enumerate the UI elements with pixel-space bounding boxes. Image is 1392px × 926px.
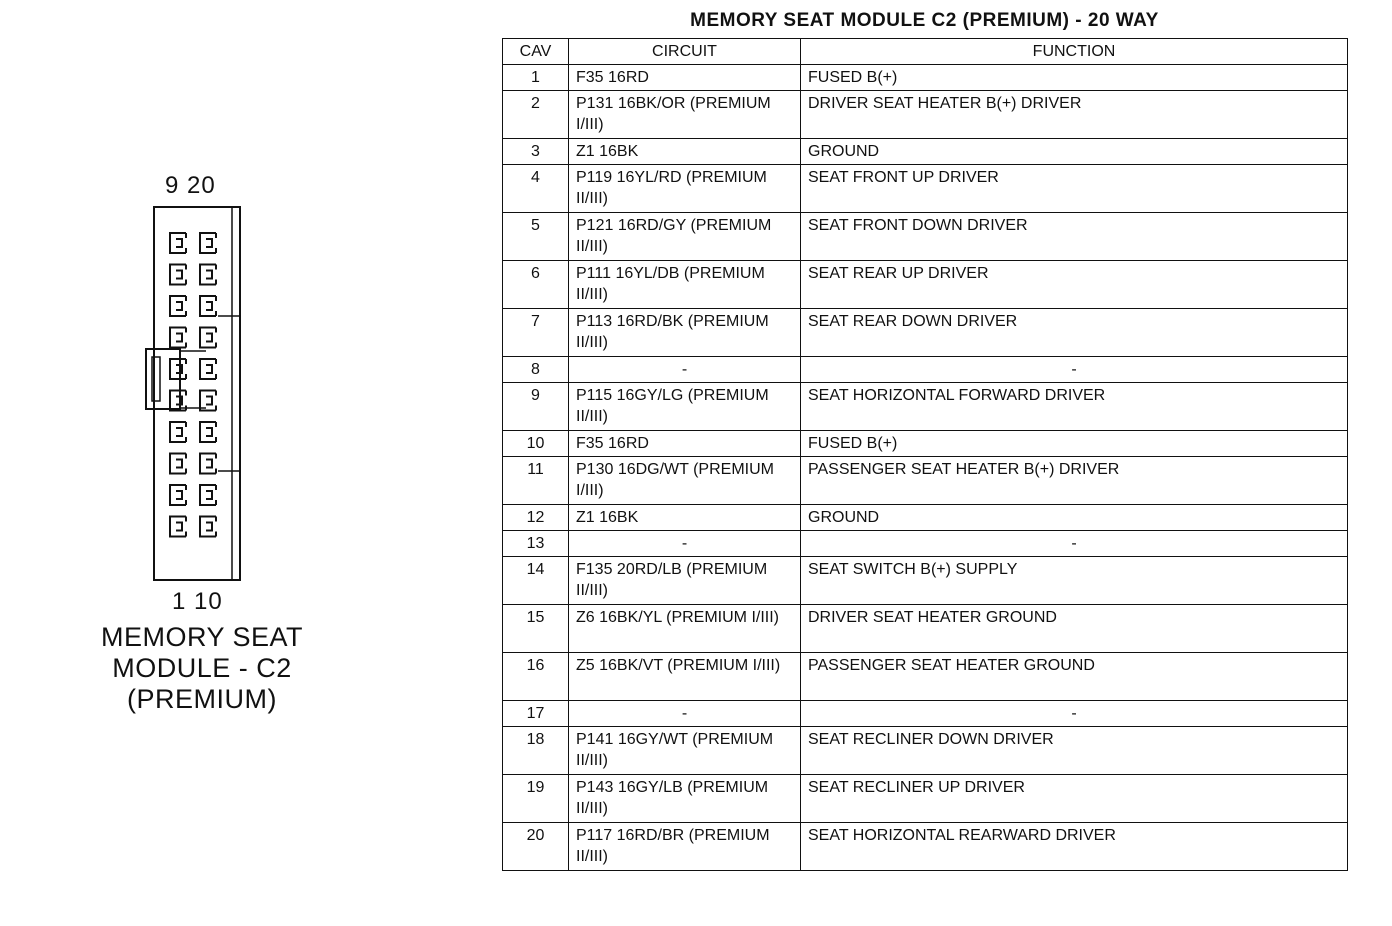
table-row xyxy=(503,165,1348,213)
header-circuit: CIRCUIT xyxy=(569,39,801,65)
pin-cavity xyxy=(200,422,216,442)
cell-function: PASSENGER SEAT HEATER GROUND xyxy=(801,653,1348,701)
cell-circuit: Z6 16BK/YL (PREMIUM I/III) xyxy=(569,605,801,653)
cell-circuit: - xyxy=(569,531,801,557)
cell-circuit: P115 16GY/LG (PREMIUM II/III) xyxy=(569,383,801,431)
cell-function: SEAT REAR DOWN DRIVER xyxy=(801,309,1348,357)
cell-circuit: P141 16GY/WT (PREMIUM II/III) xyxy=(569,727,801,775)
table-title: MEMORY SEAT MODULE C2 (PREMIUM) - 20 WAY xyxy=(690,10,1159,31)
pin-cavity xyxy=(200,517,216,537)
cell-function: FUSED B(+) xyxy=(801,431,1348,457)
pin-cavity xyxy=(200,233,216,253)
cell-cav: 12 xyxy=(503,505,569,531)
table-row xyxy=(503,727,1348,775)
pin-cavity xyxy=(170,296,186,316)
cell-circuit: F35 16RD xyxy=(569,431,801,457)
table-row xyxy=(503,431,1348,457)
cell-cav: 14 xyxy=(503,557,569,605)
caption-line: MODULE - C2 xyxy=(112,653,292,683)
cell-function: DRIVER SEAT HEATER B(+) DRIVER xyxy=(801,91,1348,139)
cell-cav: 20 xyxy=(503,823,569,871)
cell-function: SEAT REAR UP DRIVER xyxy=(801,261,1348,309)
pin-cavity xyxy=(200,328,216,348)
table-row xyxy=(503,309,1348,357)
pin-cavity xyxy=(170,233,186,253)
table-row xyxy=(503,261,1348,309)
cell-circuit: F135 20RD/LB (PREMIUM II/III) xyxy=(569,557,801,605)
cell-function: - xyxy=(801,701,1348,727)
top-pin-numbers: 9 20 xyxy=(165,172,216,199)
table-row xyxy=(503,65,1348,91)
table-row xyxy=(503,823,1348,871)
pin-cavity xyxy=(170,517,186,537)
cell-cav: 19 xyxy=(503,775,569,823)
cell-circuit: P111 16YL/DB (PREMIUM II/III) xyxy=(569,261,801,309)
cell-circuit: P121 16RD/GY (PREMIUM II/III) xyxy=(569,213,801,261)
pin-cavity xyxy=(170,265,186,285)
cell-circuit: F35 16RD xyxy=(569,65,801,91)
cell-function: SEAT HORIZONTAL REARWARD DRIVER xyxy=(801,823,1348,871)
cell-function: SEAT FRONT UP DRIVER xyxy=(801,165,1348,213)
cell-function: GROUND xyxy=(801,139,1348,165)
pin-cavity xyxy=(170,422,186,442)
cell-function: - xyxy=(801,531,1348,557)
cell-cav: 16 xyxy=(503,653,569,701)
bottom-pin-numbers: 1 10 xyxy=(172,588,223,615)
caption-line: MEMORY SEAT xyxy=(100,622,304,652)
table-row xyxy=(503,653,1348,701)
table-row xyxy=(503,701,1348,727)
cell-function: PASSENGER SEAT HEATER B(+) DRIVER xyxy=(801,457,1348,505)
header-function: FUNCTION xyxy=(801,39,1348,65)
cell-function: SEAT RECLINER DOWN DRIVER xyxy=(801,727,1348,775)
cell-circuit: P117 16RD/BR (PREMIUM II/III) xyxy=(569,823,801,871)
cell-cav: 3 xyxy=(503,139,569,165)
table-row xyxy=(503,505,1348,531)
pin-cavity xyxy=(170,328,186,348)
cell-circuit: - xyxy=(569,357,801,383)
cell-function: SEAT RECLINER UP DRIVER xyxy=(801,775,1348,823)
cell-function: DRIVER SEAT HEATER GROUND xyxy=(801,605,1348,653)
pin-cavity xyxy=(200,359,216,379)
cell-cav: 5 xyxy=(503,213,569,261)
pin-cavity xyxy=(200,485,216,505)
cell-cav: 17 xyxy=(503,701,569,727)
table-row xyxy=(503,383,1348,431)
cell-circuit: P131 16BK/OR (PREMIUM I/III) xyxy=(569,91,801,139)
cell-circuit: - xyxy=(569,701,801,727)
cell-circuit: P119 16YL/RD (PREMIUM II/III) xyxy=(569,165,801,213)
cell-circuit: P130 16DG/WT (PREMIUM I/III) xyxy=(569,457,801,505)
cell-circuit: Z1 16BK xyxy=(569,139,801,165)
cell-cav: 18 xyxy=(503,727,569,775)
table-row xyxy=(503,457,1348,505)
table-row xyxy=(503,139,1348,165)
cell-cav: 10 xyxy=(503,431,569,457)
pin-cavity xyxy=(170,454,186,474)
pin-cavity xyxy=(200,296,216,316)
cell-cav: 7 xyxy=(503,309,569,357)
cell-circuit: P143 16GY/LB (PREMIUM II/III) xyxy=(569,775,801,823)
connector-caption xyxy=(82,622,322,715)
cell-function: SEAT FRONT DOWN DRIVER xyxy=(801,213,1348,261)
cell-circuit: P113 16RD/BK (PREMIUM II/III) xyxy=(569,309,801,357)
pin-cavity xyxy=(200,454,216,474)
table-row xyxy=(503,91,1348,139)
cell-cav: 4 xyxy=(503,165,569,213)
pin-cavity xyxy=(200,265,216,285)
cell-function: SEAT HORIZONTAL FORWARD DRIVER xyxy=(801,383,1348,431)
cell-cav: 13 xyxy=(503,531,569,557)
cell-circuit: Z1 16BK xyxy=(569,505,801,531)
cell-function: SEAT SWITCH B(+) SUPPLY xyxy=(801,557,1348,605)
table-header-row xyxy=(503,39,1348,65)
cell-circuit: Z5 16BK/VT (PREMIUM I/III) xyxy=(569,653,801,701)
table-row xyxy=(503,531,1348,557)
table-row xyxy=(503,605,1348,653)
cell-cav: 11 xyxy=(503,457,569,505)
pinout-table xyxy=(502,38,1348,871)
cell-cav: 15 xyxy=(503,605,569,653)
pin-cavity xyxy=(170,485,186,505)
cell-cav: 1 xyxy=(503,65,569,91)
table-row xyxy=(503,213,1348,261)
cell-function: GROUND xyxy=(801,505,1348,531)
table-row xyxy=(503,775,1348,823)
table-row xyxy=(503,557,1348,605)
cell-cav: 9 xyxy=(503,383,569,431)
connector-c2-drawing xyxy=(140,205,250,585)
cell-cav: 2 xyxy=(503,91,569,139)
header-cav: CAV xyxy=(503,39,569,65)
cell-function: FUSED B(+) xyxy=(801,65,1348,91)
caption-line: (PREMIUM) xyxy=(127,684,277,714)
cell-cav: 6 xyxy=(503,261,569,309)
table-row xyxy=(503,357,1348,383)
cell-function: - xyxy=(801,357,1348,383)
pin-cavity xyxy=(170,359,186,379)
cell-cav: 8 xyxy=(503,357,569,383)
